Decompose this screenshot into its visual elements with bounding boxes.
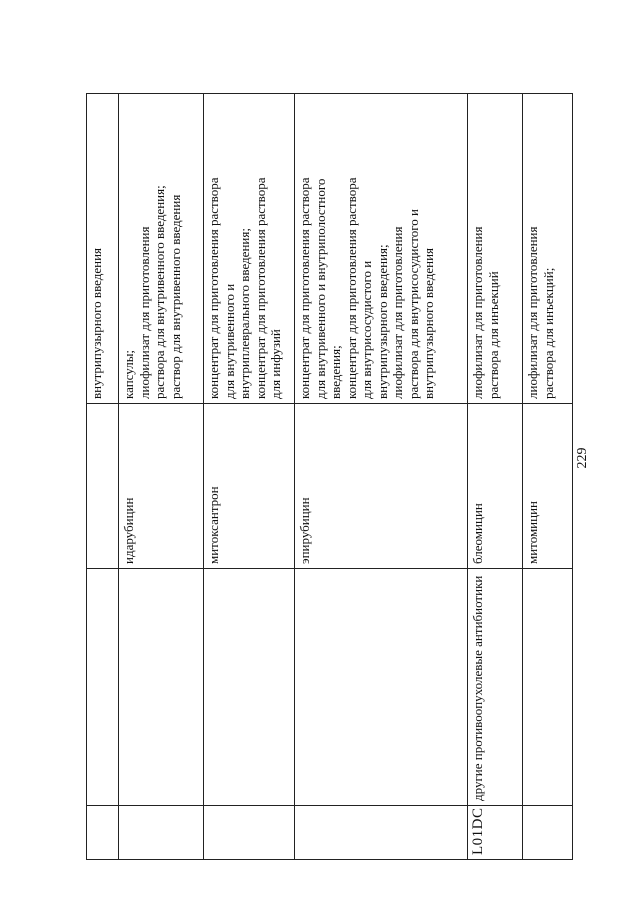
drug-name-cell: блеомицин: [468, 404, 523, 569]
dosage-forms-cell: [295, 94, 468, 404]
dosage-form-line: концентрат для приготовления раствора: [206, 177, 221, 399]
table-row: [119, 94, 204, 860]
atc-code-cell: [119, 806, 204, 860]
dosage-form-line: раствора для внутривенного введения;: [152, 185, 167, 399]
drug-table-body: [87, 94, 573, 860]
atc-code-cell: [295, 806, 468, 860]
atc-code-cell: [87, 806, 119, 860]
table-row: [523, 94, 573, 860]
dosage-form-line: раствор для внутривенного введения: [167, 194, 183, 399]
dosage-form-line: внутриплеврального введения;: [237, 228, 252, 399]
atc-code-cell: [204, 806, 295, 860]
atc-code-cell: L01DC: [468, 806, 523, 860]
dosage-forms-cell: [119, 94, 204, 404]
dosage-forms-cell: [87, 94, 119, 404]
dosage-form-line: лиофилизат для приготовления: [136, 226, 152, 399]
group-cell: [119, 569, 204, 806]
drug-table: [86, 93, 573, 860]
table-row: [87, 94, 119, 860]
table-row: [204, 94, 295, 860]
group-cell: [87, 569, 119, 806]
drug-name-cell: митомицин: [523, 404, 573, 569]
dosage-form-line: капсулы;: [121, 349, 136, 399]
dosage-form-line: лиофилизат для приготовления: [470, 226, 485, 399]
dosage-form-line: концентрат для приготовления раствора: [252, 177, 268, 399]
group-cell: [204, 569, 295, 806]
rotated-page-content: [86, 94, 556, 860]
dosage-form-line: лиофилизат для приготовления: [525, 226, 540, 399]
drug-name-cell: митоксантрон: [204, 404, 295, 569]
dosage-form-line: внутрипузырного введения: [421, 247, 436, 399]
drug-name-cell: [87, 404, 119, 569]
dosage-form-line: лиофилизат для приготовления: [390, 226, 405, 399]
dosage-form-line: внутрипузырного введения: [89, 247, 104, 399]
group-cell: другие противоопухолевые антибиотики: [468, 569, 523, 806]
dosage-form-line: внутрипузырного введения;: [374, 244, 390, 399]
dosage-form-line: для внутривенного и внутриполостного: [312, 178, 328, 399]
group-cell: [295, 569, 468, 806]
group-cell: [523, 569, 573, 806]
atc-code-cell: [523, 806, 573, 860]
table-row: [468, 94, 523, 860]
dosage-form-line: концентрат для приготовления раствора: [343, 177, 359, 399]
dosage-form-line: концентрат для приготовления раствора: [297, 177, 312, 399]
drug-name-cell: эпирубицин: [295, 404, 468, 569]
dosage-form-line: введения;: [328, 345, 343, 399]
dosage-form-line: для инфузий: [268, 329, 283, 399]
dosage-form-line: раствора для инъекций;: [540, 267, 556, 399]
dosage-form-line: для внутривенного и: [221, 283, 237, 399]
dosage-forms-cell: [523, 94, 573, 404]
dosage-form-line: раствора для внутрисосудистого и: [405, 209, 421, 399]
dosage-forms-cell: [204, 94, 295, 404]
table-row: [295, 94, 468, 860]
dosage-form-line: раствора для инъекций: [485, 271, 501, 399]
dosage-form-line: для внутрисосудистого и: [359, 260, 374, 399]
dosage-forms-cell: [468, 94, 523, 404]
drug-name-cell: идарубицин: [119, 404, 204, 569]
page-number: 229: [575, 447, 590, 469]
